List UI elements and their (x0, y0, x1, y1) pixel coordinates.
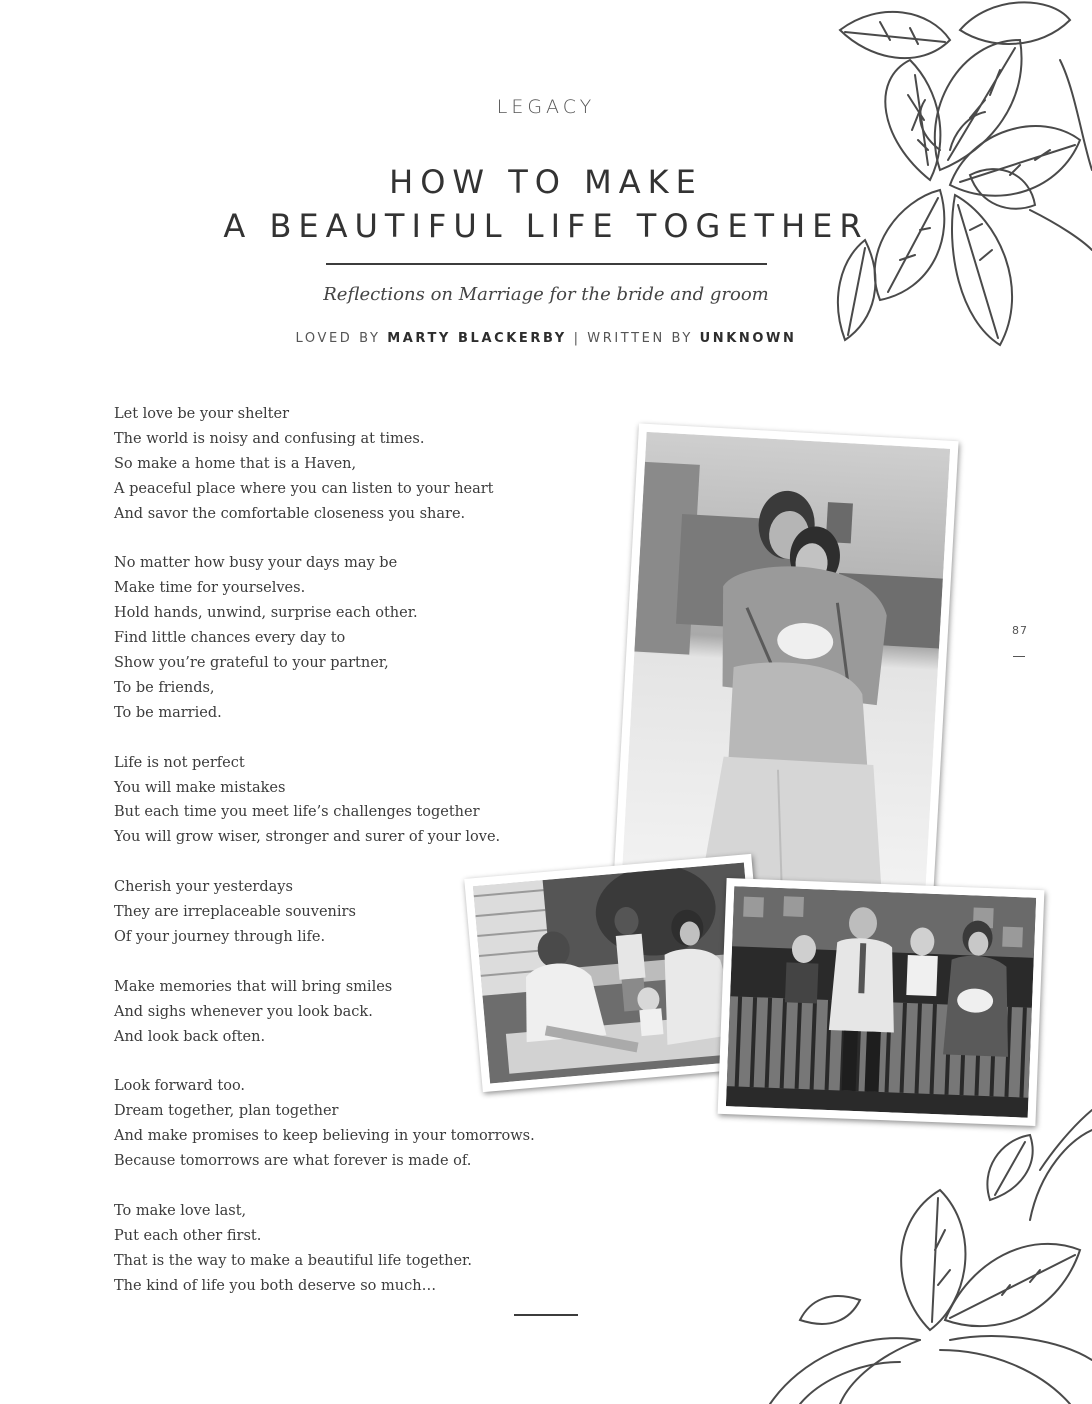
poem-stanza (114, 402, 574, 527)
written-by-label: WRITTEN BY (587, 331, 693, 346)
title-line-1: HOW TO MAKE (389, 163, 703, 201)
poem-line: Put each other first. (114, 1227, 262, 1244)
photo-family-couch (718, 878, 1045, 1126)
poem-line: Make time for yourselves. (114, 580, 306, 597)
poem-line: You will grow wiser, stronger and surer of your love. (114, 829, 501, 846)
poem-stanza (114, 1199, 574, 1299)
poem-line: So make a home that is a Haven, (114, 455, 357, 472)
poem-line: No matter how busy your days may be (114, 555, 398, 572)
loved-by-label: LOVED BY (295, 331, 381, 346)
poem-line: Life is not perfect (114, 754, 245, 771)
poem-line: But each time you meet life’s challenges together (114, 804, 480, 821)
poem-line: A peaceful place where you can listen to your heart (114, 480, 494, 497)
poem-line: Let love be your shelter (114, 406, 290, 422)
subtitle: Reflections on Marriage for the bride and groom (323, 284, 769, 305)
poem-line: To be married. (114, 704, 222, 721)
page-number: 87 (1012, 624, 1028, 637)
poem-line: The world is noisy and confusing at times. (114, 430, 425, 447)
floral-illustration-bottom (740, 1100, 1092, 1404)
poem-line: Of your journey through life. (114, 928, 326, 945)
poem-line: Find little chances every day to (114, 630, 346, 647)
poem-stanza (114, 751, 574, 851)
loved-by-name: MARTY BLACKERBY (387, 331, 567, 346)
page-title (0, 160, 1092, 248)
end-divider (514, 1314, 578, 1316)
section-label: LEGACY (496, 96, 596, 118)
poem-line: Hold hands, unwind, surprise each other. (114, 605, 418, 622)
poem-stanza (114, 551, 574, 725)
poem-line: Make memories that will bring smiles (114, 978, 393, 995)
poem-line: And make promises to keep believing in your tomorrows. (114, 1128, 535, 1145)
poem-line: Because tomorrows are what forever is made of. (114, 1153, 472, 1170)
page-number-dash (1013, 656, 1025, 657)
poem-line: To make love last, (114, 1202, 247, 1219)
poem-line: And savor the comfortable closeness you share. (114, 505, 466, 522)
title-line-2: A BEAUTIFUL LIFE TOGETHER (223, 207, 869, 245)
poem-line: The kind of life you both deserve so much… (114, 1277, 437, 1294)
written-by-name: UNKNOWN (699, 331, 797, 346)
poem-line: Dream together, plan together (114, 1103, 339, 1120)
poem-line: And look back often. (114, 1028, 266, 1045)
poem-line: And sighs whenever you look back. (114, 1003, 373, 1020)
poem-line: That is the way to make a beautiful life together. (114, 1252, 472, 1269)
photo-couple-snow-image (622, 432, 950, 892)
credits-line (0, 331, 1092, 346)
poem-line: Show you’re grateful to your partner, (114, 655, 389, 672)
photo-family-lawn-image (473, 863, 761, 1084)
photo-family-couch-image (726, 886, 1036, 1117)
poem-line: They are irreplaceable souvenirs (114, 904, 356, 921)
poem-body (114, 402, 574, 1323)
poem-line: Look forward too. (114, 1078, 246, 1095)
title-divider (326, 263, 767, 265)
poem-line: Cherish your yesterdays (114, 879, 293, 896)
poem-line: You will make mistakes (114, 779, 286, 796)
poem-line: To be friends, (114, 679, 215, 696)
credits-separator: | (573, 331, 581, 346)
photo-couple-snow (613, 423, 958, 900)
